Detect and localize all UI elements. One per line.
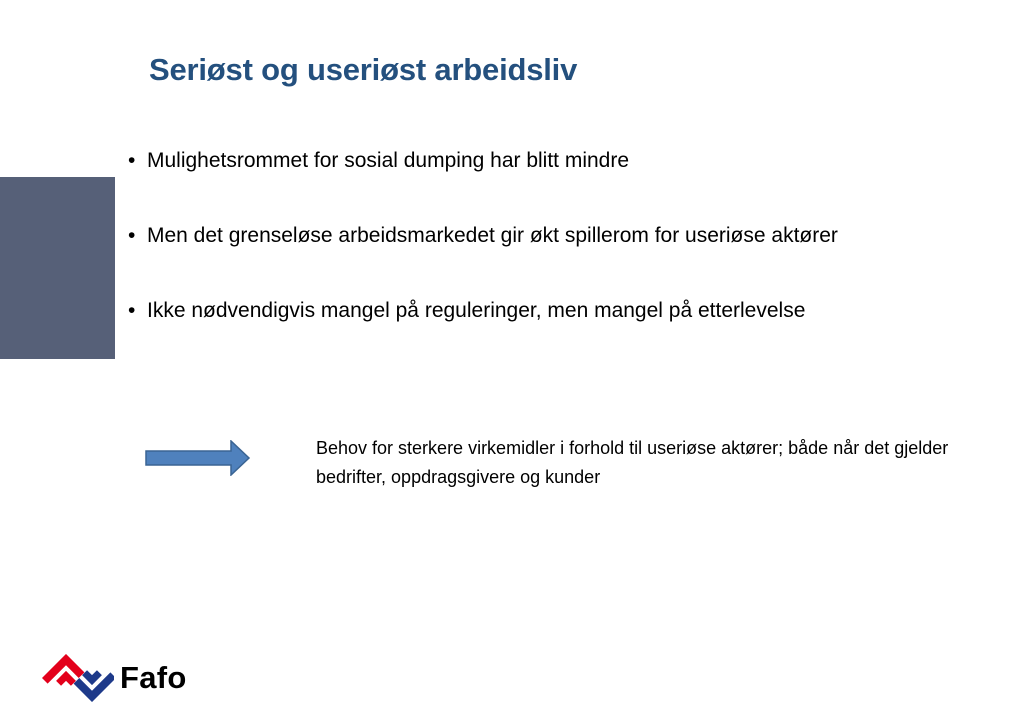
bullet-item-2 [128, 220, 958, 251]
logo-text: Fafo [120, 660, 187, 695]
bullet-list [128, 145, 958, 326]
bullet-marker: • [128, 299, 136, 322]
bullet-item-3 [128, 295, 958, 326]
conclusion-note: Behov for sterkere virkemidler i forhold til useriøse aktører; både når det gjelder bedrifter, oppdragsgivere og kunder [316, 438, 949, 487]
fafo-logo-icon [42, 654, 114, 702]
bullet-item-1 [128, 145, 958, 176]
bullet-marker: • [128, 149, 136, 172]
bullet-text: Men det grenseløse arbeidsmarkedet gir økt spillerom for useriøse aktører [147, 224, 838, 247]
bullet-marker: • [128, 224, 136, 247]
bullet-text: Mulighetsrommet for sosial dumping har blitt mindre [147, 149, 630, 172]
fafo-logo [42, 654, 187, 702]
slide-title: Seriøst og useriøst arbeidsliv [149, 52, 578, 87]
right-arrow-icon [145, 440, 251, 476]
side-accent-bar [0, 177, 115, 359]
bullet-text: Ikke nødvendigvis mangel på reguleringer, men mangel på etterlevelse [147, 299, 806, 322]
